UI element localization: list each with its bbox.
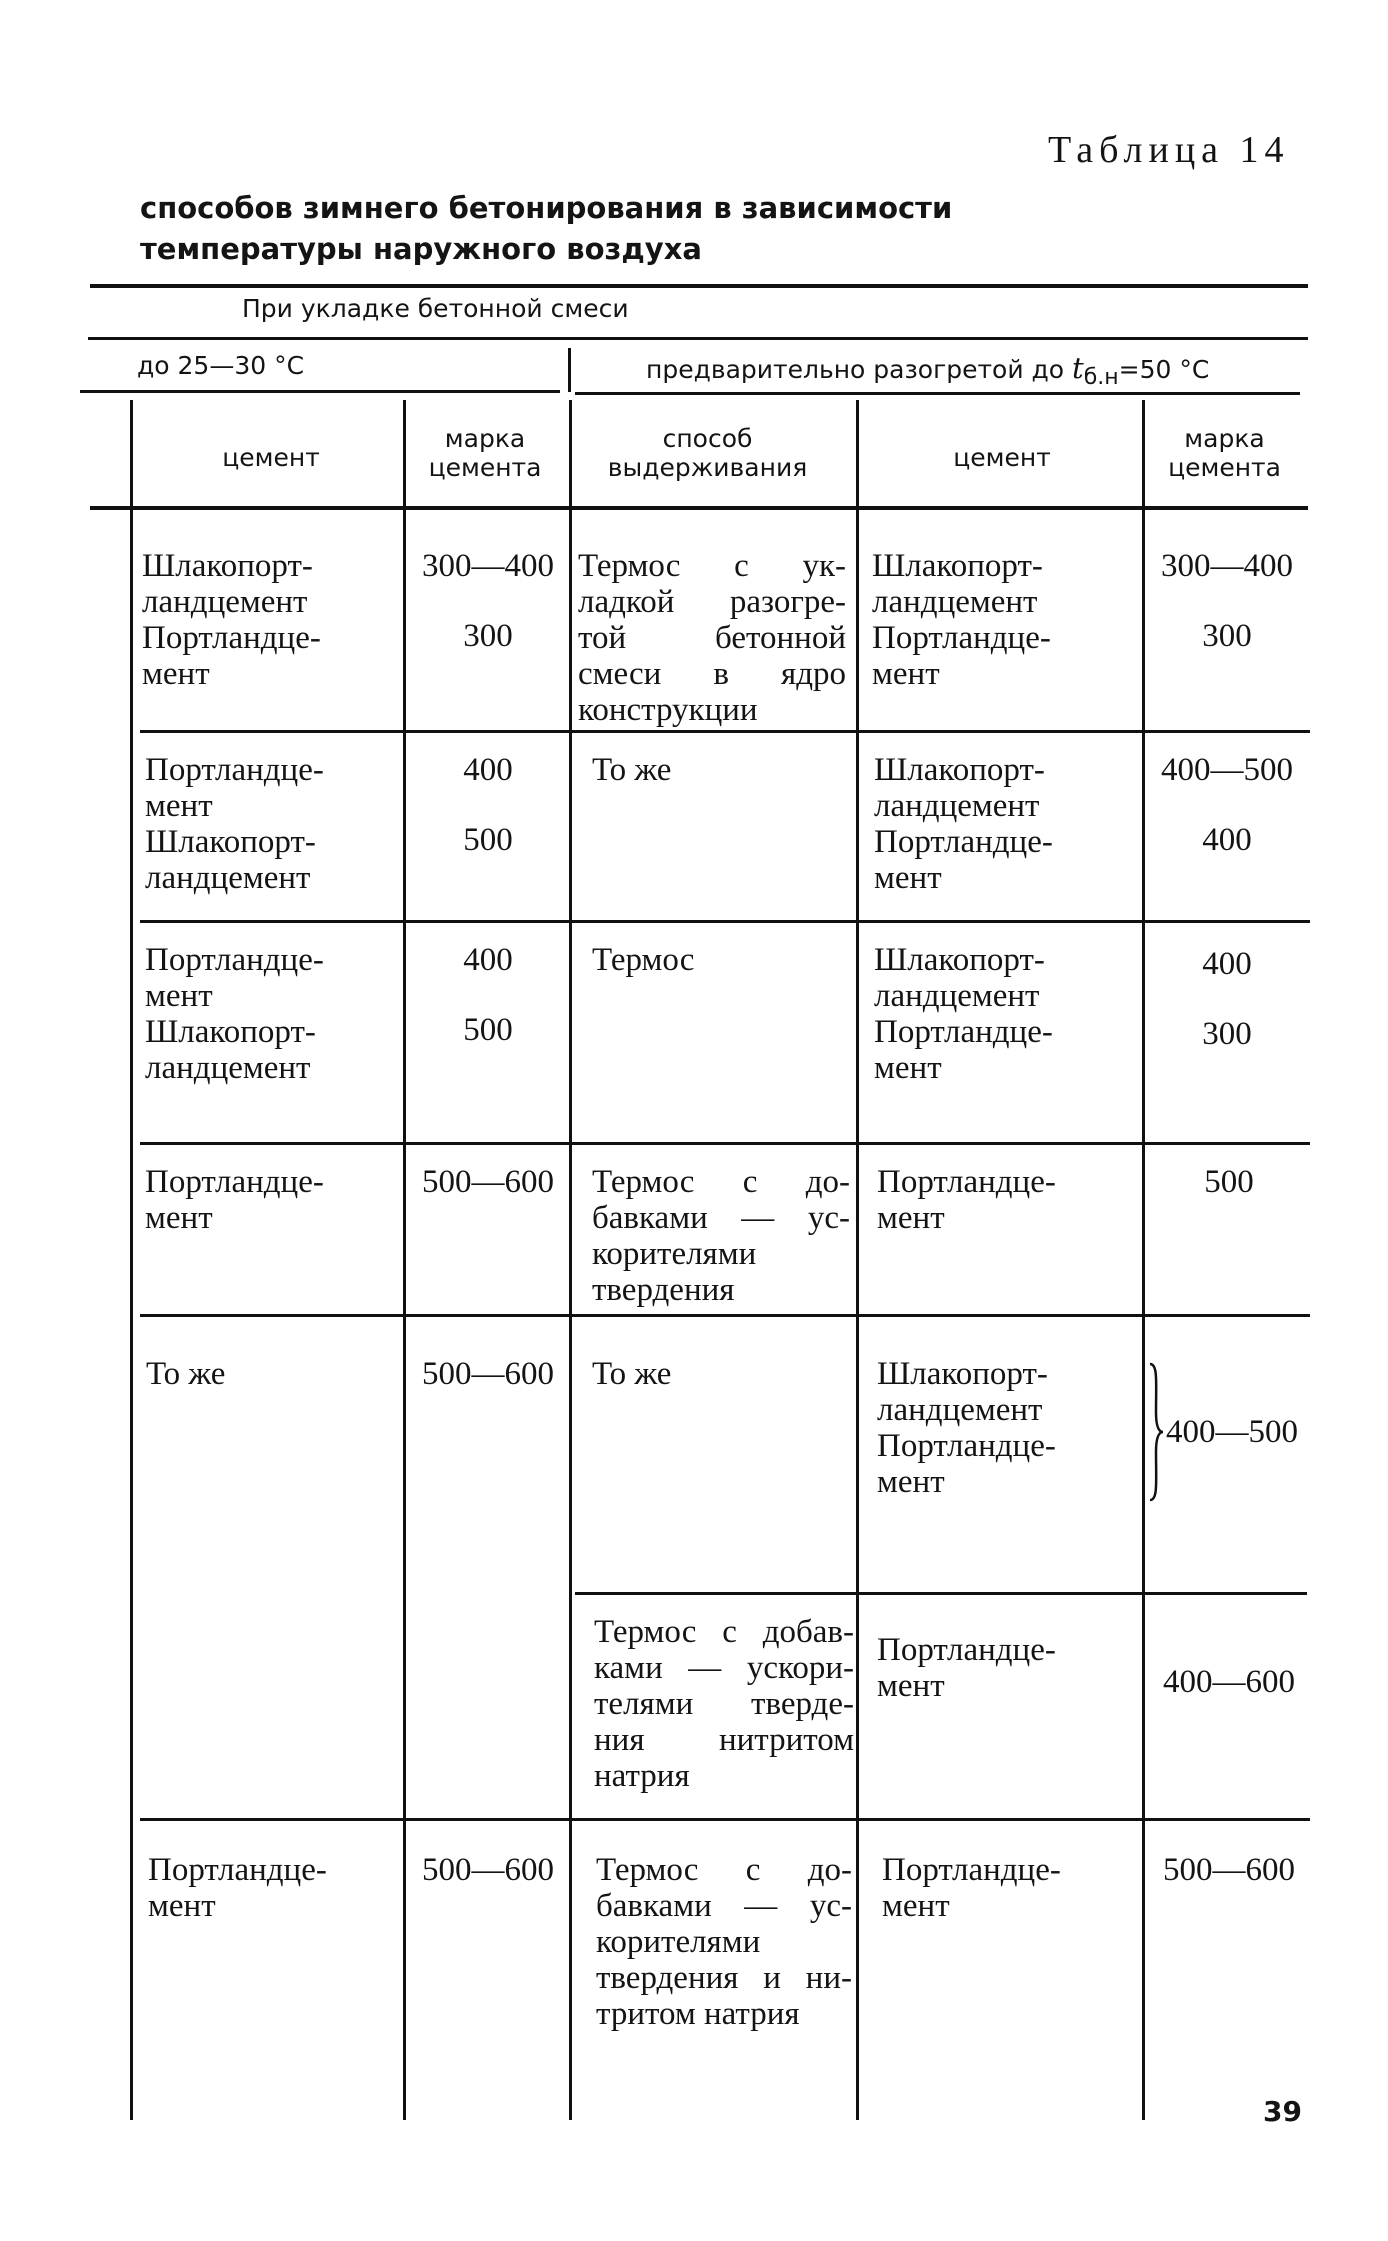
- row-3-mark-1: 400 500: [463, 942, 513, 1048]
- row-5-method: То же: [592, 1356, 672, 1392]
- rule-row-4: [140, 1314, 1310, 1317]
- vrule-col-4: [1142, 400, 1145, 2120]
- col-header-cement-1: цемент: [222, 443, 320, 472]
- table-number-label: Таблица 14: [1048, 129, 1290, 171]
- col-header-cement-2: цемент: [953, 443, 1051, 472]
- row-1-cement-2: Шлакопорт- ландцемент Портландце- мент: [872, 548, 1051, 692]
- row-5-cement-2: Шлакопорт- ландцемент Портландце- мент: [877, 1356, 1056, 1500]
- row-2-mark-2: 400—500 400: [1161, 752, 1293, 858]
- row-5-cement-1: То же: [146, 1356, 226, 1392]
- rule-header-left: [80, 390, 560, 393]
- rule-top: [90, 284, 1308, 288]
- brace-icon: [1146, 1362, 1166, 1502]
- vrule-col-2: [569, 400, 572, 2120]
- row-2-cement-1: Портландце- мент Шлакопорт- ландцемент: [145, 752, 324, 896]
- row-1-mark-2: 300—400 300: [1161, 548, 1293, 654]
- row-3-cement-2: Шлакопорт- ландцемент Портландце- мент: [874, 942, 1053, 1086]
- row-4-cement-2: Портландце- мент: [877, 1164, 1056, 1236]
- row-4-cement-1: Портландце- мент: [145, 1164, 324, 1236]
- vrule-left-edge: [130, 400, 133, 2120]
- rule-header-bottom: [90, 506, 1308, 510]
- row-4-method: Термос с до-бавками — ус-корителями твердения: [592, 1164, 850, 1308]
- row-2-mark-1: 400 500: [463, 752, 513, 858]
- row-2-cement-2: Шлакопорт- ландцемент Портландце- мент: [874, 752, 1053, 896]
- col-header-mark-1: марка цемента: [428, 424, 542, 482]
- row-5-sub-mark-2: 400—600: [1163, 1664, 1295, 1700]
- row-3-method: Термос: [592, 942, 695, 978]
- row-1-mark-1: 300—400 300: [422, 548, 554, 654]
- row-5-mark-1: 500—600: [422, 1356, 554, 1392]
- row-6-cement-1: Портландце- мент: [148, 1852, 327, 1924]
- col-header-mark-2: марка цемента: [1168, 424, 1281, 482]
- header-right-group: предварительно разогретой до $t_{б.н}=50$ °С: [646, 351, 1210, 390]
- row-2-method: То же: [592, 752, 672, 788]
- row-6-mark-1: 500—600: [422, 1852, 554, 1888]
- row-6-cement-2: Портландце- мент: [882, 1852, 1061, 1924]
- row-5-sub-cement-2: Портландце- мент: [877, 1632, 1056, 1704]
- row-3-cement-1: Портландце- мент Шлакопорт- ландцемент: [145, 942, 324, 1086]
- header-top: При укладке бетонной смеси: [242, 294, 629, 323]
- rule-row-3: [140, 1142, 1310, 1145]
- vrule-col-3: [856, 400, 859, 2120]
- row-6-method: Термос с до-бавками — ус-корителями твердения и ни-тритом натрия: [596, 1852, 852, 2032]
- rule-row-6: [140, 1818, 1310, 1821]
- row-1-method: Термос с ук-ладкой разогре-той бетонной смеси в ядро конструкции: [578, 548, 846, 728]
- rule-row-2: [140, 920, 1310, 923]
- vrule-col-1: [403, 400, 406, 2120]
- row-5-sub-method: Термос с добав-ками — ускори-телями тверде-ния нитритом натрия: [594, 1614, 854, 1794]
- page-number: 39: [1263, 2095, 1302, 2128]
- row-4-mark-2: 500: [1204, 1164, 1254, 1200]
- header-divider: [568, 348, 571, 392]
- rule-header-right: [575, 392, 1300, 395]
- table-caption: способов зимнего бетонирования в зависимости температуры наружного воздуха: [140, 191, 953, 266]
- header-left-group: до 25—30 °С: [137, 351, 305, 380]
- row-1-cement-1: Шлакопорт- ландцемент Портландце- мент: [142, 548, 321, 692]
- rule-row-5-sub: [575, 1592, 1307, 1595]
- rule-row-1: [140, 730, 1310, 733]
- row-5-mark-2: 400—500: [1166, 1414, 1298, 1450]
- col-header-method: способ выдерживания: [607, 424, 808, 482]
- row-6-mark-2: 500—600: [1163, 1852, 1295, 1888]
- row-4-mark-1: 500—600: [422, 1164, 554, 1200]
- row-3-mark-2: 400 300: [1202, 946, 1252, 1052]
- rule-header-1: [88, 337, 1308, 340]
